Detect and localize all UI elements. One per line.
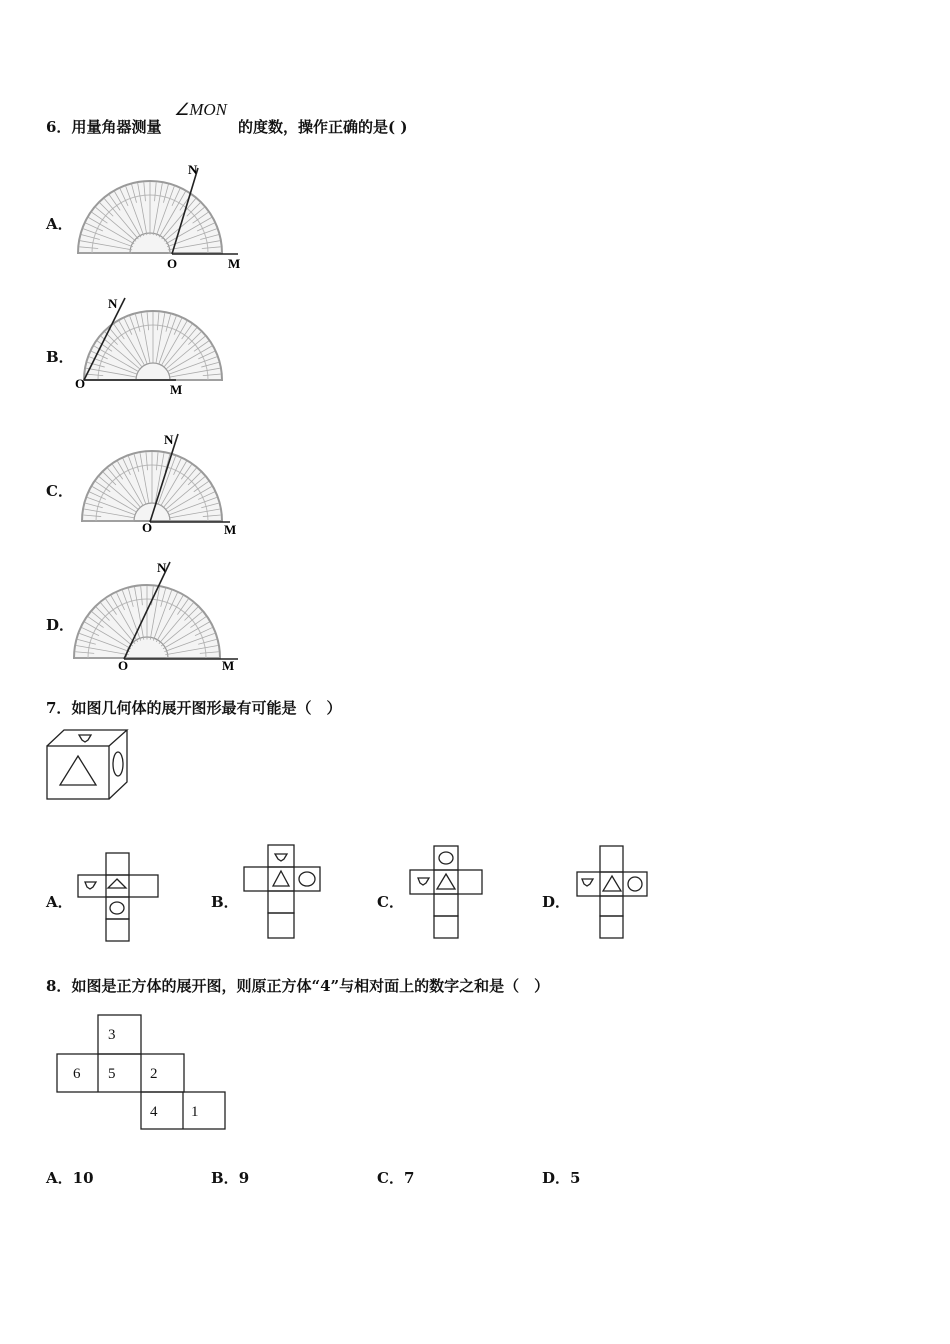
question-text: 如图是正方体的展开图，则原正方体“4”与相对面上的数字之和是（ ） — [71, 977, 550, 995]
option-letter[interactable]: A． — [46, 893, 73, 911]
point-m-label: M — [222, 658, 235, 673]
net-number-6: 6 — [73, 1066, 81, 1082]
question-text-after: 的度数，操作正确的是( ) — [238, 118, 408, 136]
point-m-label: M — [228, 256, 241, 271]
point-o-label: O — [118, 658, 129, 673]
option-letter[interactable]: B． — [211, 893, 239, 911]
cube-net-numbers — [54, 1012, 232, 1134]
point-o-label: O — [75, 376, 86, 391]
question-number: 8． — [46, 977, 72, 995]
triangle-shape-icon — [603, 876, 621, 891]
option-letter[interactable]: D． — [46, 616, 75, 634]
cube-net-option-d — [574, 843, 650, 943]
question-text: 用量角器测量 — [71, 118, 162, 136]
circle-shape-icon — [110, 902, 124, 914]
net-number-4: 4 — [150, 1104, 158, 1120]
option-value: 5 — [570, 1169, 581, 1187]
option-d[interactable] — [542, 1167, 580, 1188]
question-text: 如图几何体的展开图形最有可能是（ ） — [71, 699, 342, 717]
triangle-shape-icon — [273, 871, 289, 886]
heart-shape-icon — [418, 878, 429, 885]
circle-shape-icon — [628, 877, 642, 891]
circle-shape-icon — [113, 752, 123, 776]
question-7-stem — [46, 697, 341, 718]
triangle-shape-icon — [108, 879, 126, 888]
heart-shape-icon — [85, 882, 96, 889]
protractor — [84, 311, 222, 380]
protractor-diagram-b — [70, 292, 240, 397]
angle-label: ∠MON — [174, 100, 228, 119]
protractor — [78, 181, 222, 253]
option-a[interactable] — [46, 1167, 94, 1188]
option-value: 7 — [403, 1169, 415, 1187]
option-b[interactable] — [211, 1167, 249, 1188]
question-number: 7． — [46, 699, 72, 717]
option-letter: B． — [211, 1169, 239, 1187]
option-letter[interactable]: A． — [46, 215, 73, 233]
option-letter: C． — [377, 1169, 404, 1187]
protractor — [82, 451, 222, 521]
point-n-label: N — [164, 432, 174, 447]
cube-figure — [44, 726, 134, 804]
option-letter: D． — [542, 1169, 571, 1187]
cube-net-option-b — [241, 842, 323, 942]
option-value: 9 — [238, 1169, 250, 1187]
net-number-5: 5 — [108, 1066, 116, 1082]
circle-shape-icon — [439, 852, 453, 864]
point-o-label: O — [167, 256, 178, 271]
cube-net-option-c — [407, 843, 487, 943]
question-8-stem — [46, 975, 549, 996]
option-letter[interactable]: C． — [377, 893, 404, 911]
point-n-label: N — [157, 560, 167, 575]
circle-shape-icon — [299, 872, 315, 886]
protractor-diagram-c — [70, 428, 245, 543]
heart-shape-icon — [275, 854, 287, 861]
net-number-3: 3 — [108, 1027, 116, 1043]
net-number-1: 1 — [191, 1104, 199, 1120]
net-number-2: 2 — [150, 1066, 158, 1082]
heart-shape-icon — [79, 735, 91, 742]
question-number: 6． — [46, 118, 72, 136]
point-o-label: O — [142, 520, 153, 535]
triangle-shape-icon — [60, 756, 96, 785]
cube-net-option-a — [75, 850, 161, 942]
protractor-diagram-d — [70, 556, 250, 678]
option-value: 10 — [72, 1169, 94, 1187]
point-m-label: M — [224, 522, 237, 537]
point-n-label: N — [108, 296, 118, 311]
heart-shape-icon — [582, 879, 593, 886]
point-m-label: M — [170, 382, 183, 397]
option-letter[interactable]: C． — [46, 482, 73, 500]
point-n-label: N — [188, 162, 198, 177]
protractor — [74, 585, 220, 658]
question-6-stem — [46, 116, 161, 137]
option-letter: A． — [46, 1169, 73, 1187]
option-c[interactable] — [377, 1167, 414, 1188]
option-letter[interactable]: D． — [542, 893, 571, 911]
protractor-diagram-a — [70, 158, 250, 273]
triangle-shape-icon — [437, 874, 455, 889]
option-letter[interactable]: B． — [46, 348, 74, 366]
